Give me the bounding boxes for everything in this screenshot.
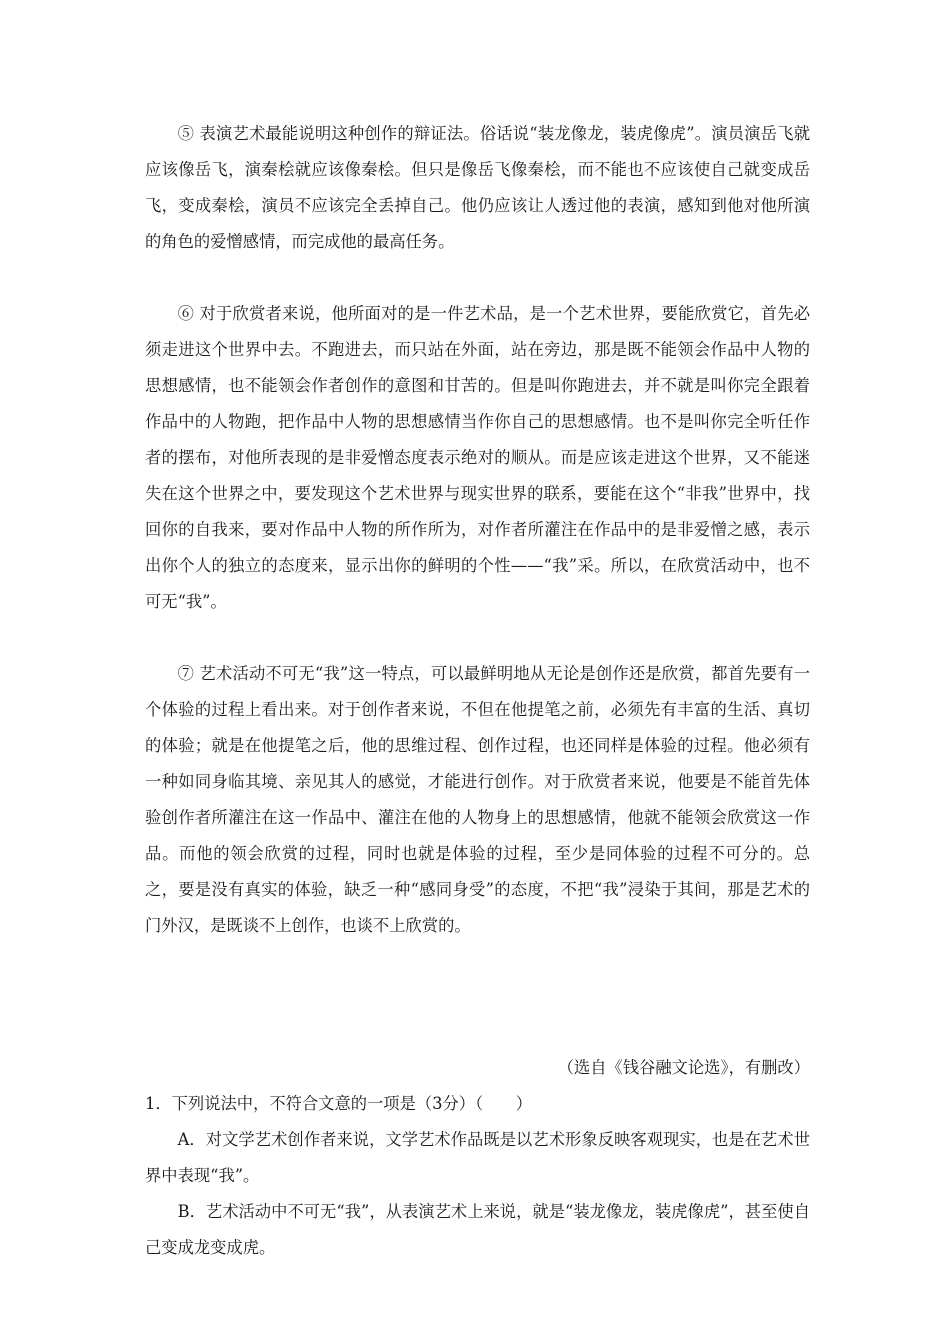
paragraph-text: ⑦ 艺术活动不可无“我”这一特点，可以最鲜明地从无论是创作还是欣赏，都首先要有一个体验的过程上看出来。对于创作者来说，不但在他提笔之前，必须先有丰富的生活、真切的体验；就是在他提笔之后，他的思维过程、创作过程，也还同样是体验的过程。他必须有一种如同身临其境、亲见其人的感觉，才能进行创作。对于欣赏者来说，他要是不能首先体验创作者所灌注在这一作品中、灌注在他的人物身上的思想感情，他就不能领会欣赏这一作品。而他的领会欣赏的过程，同时也就是体验的过程，至少是同体验的过程不可分的。总之，要是没有真实的体验，缺乏一种“感同身受”的态度，不把“我”浸染于其间，那是艺术的门外汉，是既谈不上创作，也谈不上欣赏的。	[145, 664, 810, 935]
option-a: A．对文学艺术创作者来说，文学艺术作品既是以艺术形象反映客观现实，也是在艺术世界中表现“我”。	[145, 1130, 810, 1185]
paragraph-7	[145, 656, 810, 944]
question-1	[145, 1086, 810, 1266]
question-stem: 1．下列说法中，不符合文意的一项是（3分）（ ）	[145, 1094, 533, 1113]
paragraph-6	[145, 296, 810, 620]
paragraph-text: ⑤ 表演艺术最能说明这种创作的辩证法。俗话说“装龙像龙，装虎像虎”。演员演岳飞就应该像岳飞，演秦桧就应该像秦桧。但只是像岳飞像秦桧，而不能也不应该使自己就变成岳飞，变成秦桧，演员不应该完全丢掉自己。他仍应该让人透过他的表演，感知到他对他所演的角色的爱憎感情，而完成他的最高任务。	[145, 124, 810, 251]
option-b: B．艺术活动中不可无“我”，从表演艺术上来说，就是“装龙像龙，装虎像虎”，甚至使自己变成龙变成虎。	[145, 1202, 810, 1257]
paragraph-5	[145, 116, 810, 260]
paragraph-text: ⑥ 对于欣赏者来说，他所面对的是一件艺术品，是一个艺术世界，要能欣赏它，首先必须走进这个世界中去。不跑进去，而只站在外面，站在旁边，那是既不能领会作品中人物的思想感情，也不能领会作者创作的意图和甘苦的。但是叫你跑进去，并不就是叫你完全跟着作品中的人物跑，把作品中人物的思想感情当作你自己的思想感情。也不是叫你完全听任作者的摆布，对他所表现的是非爱憎态度表示绝对的顺从。而是应该走进这个世界，又不能迷失在这个世界之中，要发现这个艺术世界与现实世界的联系，要能在这个“非我”世界中，找回你的自我来，要对作品中人物的所作所为，对作者所灌注在作品中的是非爱憎之感，表示出你个人的独立的态度来，显示出你的鲜明的个性——“我”采。所以，在欣赏活动中，也不可无“我”。	[145, 304, 810, 611]
source-citation: （选自《钱谷融文论选》，有删改）	[557, 1058, 810, 1077]
